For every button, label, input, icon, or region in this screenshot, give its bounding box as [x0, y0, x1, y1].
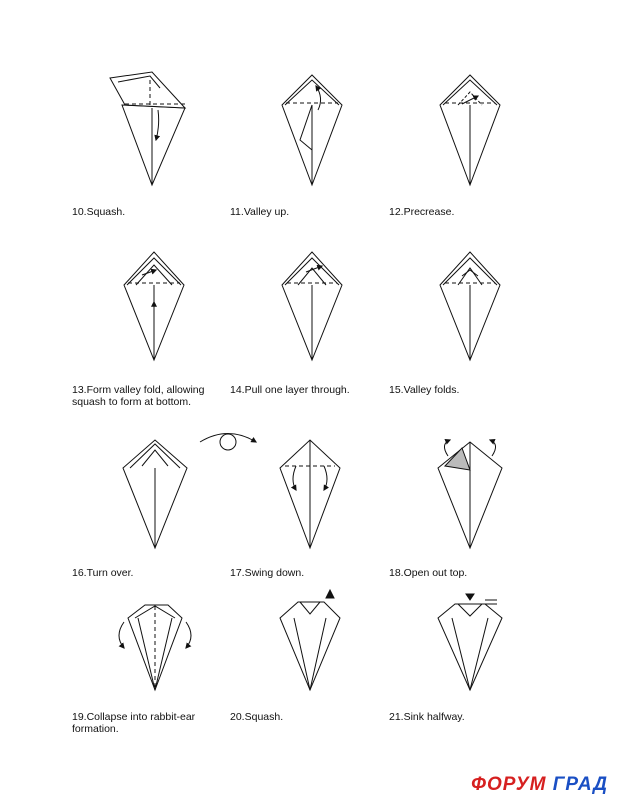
step-14-figure [282, 252, 342, 360]
step-20-caption: 20.Squash. [230, 711, 284, 723]
step-15-caption: 15.Valley folds. [389, 384, 460, 396]
step-11-caption: 11.Valley up. [230, 206, 290, 218]
step-12-figure [440, 75, 500, 185]
step-19-figure [119, 605, 191, 690]
step-13-figure [124, 252, 184, 360]
step-18-caption: 18.Open out top. [389, 567, 468, 579]
watermark-part2: ГРАД [552, 774, 608, 795]
step-21-caption: 21.Sink halfway. [389, 711, 465, 723]
step-17-figure [280, 440, 340, 548]
step-10-figure [110, 72, 185, 185]
watermark-part1: ФОРУМ [471, 774, 547, 795]
step-20-figure [280, 590, 340, 690]
step-16-figure [123, 434, 256, 549]
step-15-figure [440, 252, 500, 360]
step-11-figure [282, 75, 342, 185]
step-10-caption: 10.Squash. [72, 206, 126, 218]
step-14-caption: 14.Pull one layer through. [230, 384, 350, 396]
step-13-caption: 13.Form valley fold, allowing squash to form at bottom. [72, 384, 205, 408]
step-19-caption: 19.Collapse into rabbit-ear formation. [72, 711, 196, 735]
step-16-caption: 16.Turn over. [72, 567, 134, 579]
step-21-figure [438, 594, 502, 690]
step-18-figure [438, 440, 502, 548]
forum-grad-watermark [471, 774, 608, 796]
step-12-caption: 12.Precrease. [389, 206, 455, 218]
step-17-caption: 17.Swing down. [230, 567, 305, 579]
